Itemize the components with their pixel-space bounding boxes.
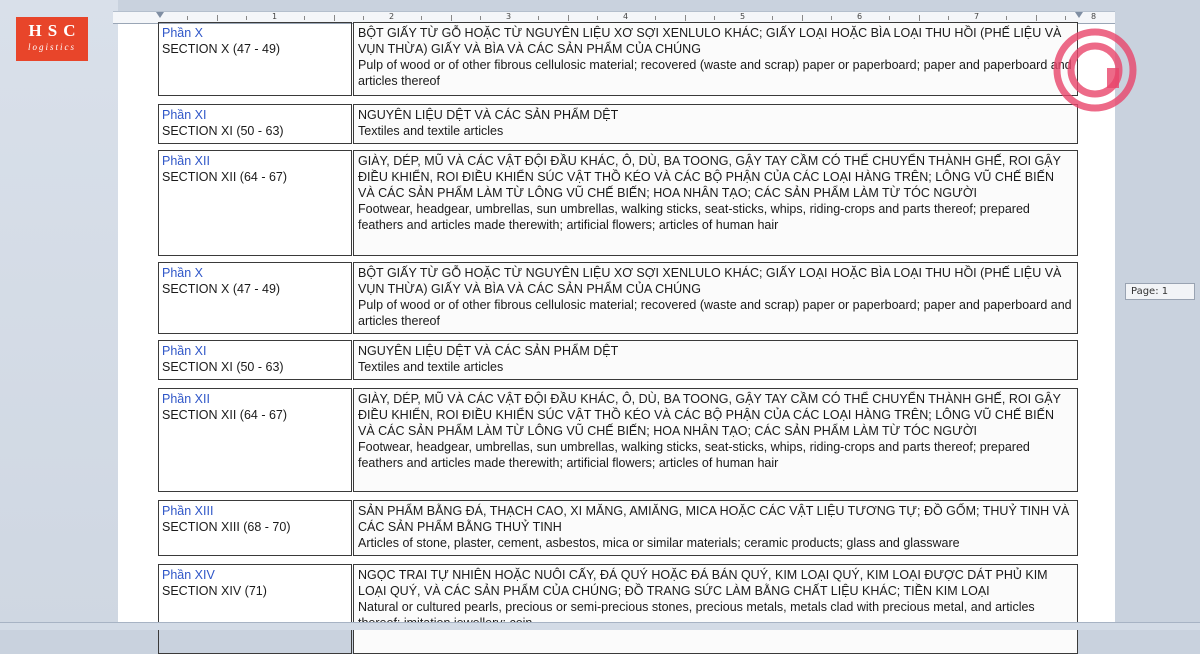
- description-cell[interactable]: [353, 340, 1078, 380]
- ruler-tick: [802, 15, 803, 21]
- ruler-tick: [451, 15, 452, 21]
- description-cell[interactable]: [353, 564, 1078, 654]
- section-label: SECTION X (47 - 49): [162, 42, 281, 56]
- document-page[interactable]: [118, 24, 1115, 622]
- ruler-tick: [948, 16, 949, 20]
- table-row: [158, 22, 1078, 96]
- section-cell[interactable]: [158, 388, 352, 492]
- english-description: Footwear, headgear, umbrellas, sun umbrellas, walking sticks, seat-sticks, whips, riding-crops and parts thereof; prepared feathers and articles made therewith; artificial flowers; articles of human hair: [358, 202, 1030, 232]
- part-label: Phần XIII: [162, 504, 214, 518]
- table-row: [158, 564, 1078, 654]
- ruler-tick: [889, 16, 890, 20]
- ruler-number: 5: [740, 12, 746, 21]
- ruler-number: 2: [389, 12, 395, 21]
- ruler-tick: [919, 15, 920, 21]
- section-cell[interactable]: [158, 262, 352, 334]
- ruler-tick: [831, 16, 832, 20]
- table-row: [158, 340, 1078, 380]
- section-label: SECTION XII (64 - 67): [162, 170, 288, 184]
- description-cell[interactable]: [353, 150, 1078, 256]
- section-label: SECTION XIV (71): [162, 584, 267, 598]
- part-label: Phần XII: [162, 392, 210, 406]
- logo-main-text: HSC: [28, 21, 82, 40]
- vietnamese-description: BỘT GIẤY TỪ GỖ HOẶC TỪ NGUYÊN LIỆU XƠ SỢI XENLULO KHÁC; GIẤY LOẠI HOẶC BÌA LOẠI THU HỒI (PHẾ LIỆU VÀ VỤN THỪA) GIẤY VÀ BÌA VÀ CÁC SẢN PHẨM CỦA CHÚNG: [358, 26, 1062, 56]
- ruler-tick: [480, 16, 481, 20]
- section-label: SECTION XI (50 - 63): [162, 124, 284, 138]
- vietnamese-description: GIÀY, DÉP, MŨ VÀ CÁC VẬT ĐỘI ĐẦU KHÁC, Ô, DÙ, BA TOONG, GẬY TAY CẦM CÓ THỂ CHUYỂN THÀNH GHẾ, ROI GẬY ĐIỀU KHIỂN, ROI ĐIỀU KHIỂN SÚC VẬT THỒ KÉO VÀ CÁC BỘ PHẬN CỦA CÁC LOẠI HÀNG TRÊN; LÔNG VŨ CHẾ BIẾN VÀ CÁC SẢN PHẨM LÀM TỪ LÔNG VŨ CHẾ BIẾN; HOA NHÂN TẠO; CÁC SẢN PHẨM LÀM TỪ TÓC NGƯỜI: [358, 392, 1061, 438]
- part-label: Phần XIV: [162, 568, 215, 582]
- description-cell[interactable]: [353, 500, 1078, 556]
- ruler-tick: [304, 16, 305, 20]
- ruler-number: 8: [1091, 12, 1097, 21]
- part-label: Phần X: [162, 26, 204, 40]
- vietnamese-description: NGUYÊN LIỆU DỆT VÀ CÁC SẢN PHẨM DỆT: [358, 108, 619, 122]
- logo-sub-text: logistics: [27, 42, 76, 52]
- table-row: [158, 262, 1078, 334]
- part-label: Phần X: [162, 266, 204, 280]
- status-bar: [0, 622, 1200, 630]
- section-label: SECTION X (47 - 49): [162, 282, 281, 296]
- section-cell[interactable]: [158, 104, 352, 144]
- english-description: Pulp of wood or of other fibrous cellulosic material; recovered (waste and scrap) paper or paperboard; paper and paperboard and articles thereof: [358, 298, 1072, 328]
- section-label: SECTION XIII (68 - 70): [162, 520, 291, 534]
- page-number-indicator: Page: 1: [1125, 283, 1195, 300]
- channel-watermark-icon: [1047, 28, 1143, 112]
- ruler-number: 4: [623, 12, 629, 21]
- ruler-tick: [334, 15, 335, 21]
- part-label: Phần XI: [162, 344, 207, 358]
- ruler-tick: [363, 16, 364, 20]
- ruler-tick: [1006, 16, 1007, 20]
- ruler-tick: [217, 15, 218, 21]
- ruler-tick: [1036, 15, 1037, 21]
- english-description: Textiles and textile articles: [358, 360, 504, 374]
- section-label: SECTION XII (64 - 67): [162, 408, 288, 422]
- vietnamese-description: NGUYÊN LIỆU DỆT VÀ CÁC SẢN PHẨM DỆT: [358, 344, 619, 358]
- section-cell[interactable]: [158, 340, 352, 380]
- right-indent-marker[interactable]: [1075, 12, 1083, 18]
- ruler-tick: [772, 16, 773, 20]
- ruler-tick: [246, 16, 247, 20]
- section-cell[interactable]: [158, 22, 352, 96]
- section-cell[interactable]: [158, 150, 352, 256]
- ruler-number: 3: [506, 12, 512, 21]
- description-cell[interactable]: [353, 22, 1078, 96]
- section-cell[interactable]: [158, 564, 352, 654]
- ruler-tick: [714, 16, 715, 20]
- ruler-number: 6: [857, 12, 863, 21]
- vietnamese-description: GIÀY, DÉP, MŨ VÀ CÁC VẬT ĐỘI ĐẦU KHÁC, Ô, DÙ, BA TOONG, GẬY TAY CẦM CÓ THỂ CHUYỂN THÀNH GHẾ, ROI GẬY ĐIỀU KHIỂN, ROI ĐIỀU KHIỂN SÚC VẬT THỒ KÉO VÀ CÁC BỘ PHẬN CỦA CÁC LOẠI HÀNG TRÊN; LÔNG VŨ CHẾ BIẾN VÀ CÁC SẢN PHẨM LÀM TỪ LÔNG VŨ CHẾ BIẾN; HOA NHÂN TẠO; CÁC SẢN PHẨM LÀM TỪ TÓC NGƯỜI: [358, 154, 1061, 200]
- ruler-tick: [655, 16, 656, 20]
- description-cell[interactable]: [353, 104, 1078, 144]
- table-row: [158, 500, 1078, 556]
- english-description: Articles of stone, plaster, cement, asbestos, mica or similar materials; ceramic products; glass and glassware: [358, 536, 960, 550]
- part-label: Phần XI: [162, 108, 207, 122]
- section-label: SECTION XI (50 - 63): [162, 360, 284, 374]
- ruler-tick: [1065, 16, 1066, 20]
- table-row: [158, 150, 1078, 256]
- english-description: Pulp of wood or of other fibrous cellulosic material; recovered (waste and scrap) paper or paperboard; paper and paperboard and articles thereof: [358, 58, 1072, 88]
- table-row: [158, 388, 1078, 492]
- left-indent-marker[interactable]: [156, 12, 164, 18]
- table-row: [158, 104, 1078, 144]
- part-label: Phần XII: [162, 154, 210, 168]
- ruler-tick: [187, 16, 188, 20]
- ruler-tick: [568, 15, 569, 21]
- english-description: Natural or cultured pearls, precious or semi-precious stones, precious metals, metals clad with precious metal, and articles: [358, 600, 1035, 614]
- english-description: Textiles and textile articles: [358, 124, 504, 138]
- ruler-tick: [597, 16, 598, 20]
- vietnamese-description: SẢN PHẨM BẰNG ĐÁ, THẠCH CAO, XI MĂNG, AMIĂNG, MICA HOẶC CÁC VẬT LIỆU TƯƠNG TỰ; ĐỒ GỐM; THUỶ TINH VÀ CÁC SẢN PHẨM BẰNG THUỶ TINH: [358, 504, 1070, 534]
- ruler-number: 1: [272, 12, 278, 21]
- left-margin-area: [0, 0, 118, 630]
- english-description: Footwear, headgear, umbrellas, sun umbrellas, walking sticks, seat-sticks, whips, riding-crops and parts thereof; prepared feathers and articles made therewith; artificial flowers; articles of human hair: [358, 440, 1030, 470]
- ruler-tick: [685, 15, 686, 21]
- vietnamese-description: BỘT GIẤY TỪ GỖ HOẶC TỪ NGUYÊN LIỆU XƠ SỢI XENLULO KHÁC; GIẤY LOẠI HOẶC BÌA LOẠI THU HỒI (PHẾ LIỆU VÀ VỤN THỪA) GIẤY VÀ BÌA VÀ CÁC SẢN PHẨM CỦA CHÚNG: [358, 266, 1062, 296]
- description-cell[interactable]: [353, 262, 1078, 334]
- ruler-tick: [538, 16, 539, 20]
- ruler-tick: [421, 16, 422, 20]
- ruler-number: 7: [974, 12, 980, 21]
- vietnamese-description: NGỌC TRAI TỰ NHIÊN HOẶC NUÔI CẤY, ĐÁ QUÝ HOẶC ĐÁ BÁN QUÝ, KIM LOẠI QUÝ, KIM LOẠI ĐƯỢC DÁT PHỦ KIM LOẠI QUÝ, VÀ CÁC SẢN PHẨM CỦA CHÚNG; ĐỒ TRANG SỨC LÀM BẰNG CHẤT LIỆU KHÁC; TIỀN KIM LOẠI: [358, 568, 1048, 598]
- hsc-logistics-logo: [16, 17, 88, 61]
- description-cell[interactable]: [353, 388, 1078, 492]
- section-cell[interactable]: [158, 500, 352, 556]
